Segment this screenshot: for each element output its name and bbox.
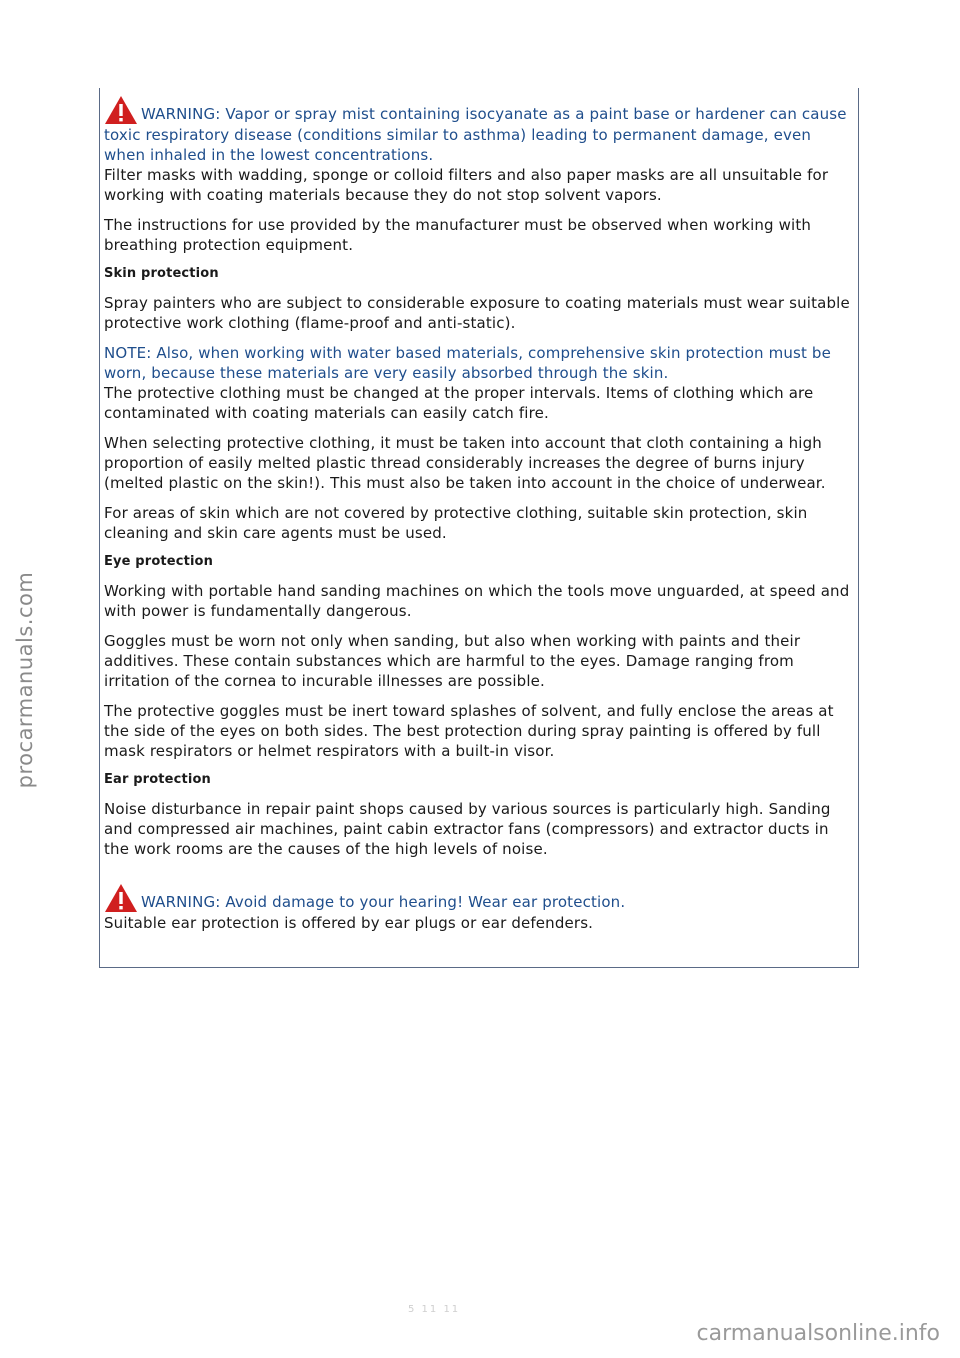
- paragraph-protective-clothing: The protective clothing must be changed at the proper intervals. Items of clothing which are contaminated with coating materials can easily catch fire.: [104, 384, 814, 422]
- paragraph-filter-masks: Filter masks with wadding, sponge or colloid filters and also paper masks are all unsuitable for working with coating materials because they do not stop solvent vapors.: [104, 166, 829, 204]
- warning-text: WARNING: Avoid damage to your hearing! Wear ear protection.: [141, 893, 626, 911]
- heading-eye-protection: Eye protection: [104, 554, 214, 569]
- heading-ear-protection: Ear protection: [104, 772, 211, 787]
- paragraph-sanding-machines: Working with portable hand sanding machines on which the tools move unguarded, at speed and with power is fundamentally dangerous.: [104, 582, 850, 620]
- paragraph-noise: Noise disturbance in repair paint shops caused by various sources is particularly high. Sanding and compressed air machines, paint cabin extractor fans (compressors) and extractor ducts in the work rooms are the causes of the high levels of noise.: [104, 800, 831, 858]
- paragraph-goggles: Goggles must be worn not only when sanding, but also when working with paints and their additives. These contain substances which are harmful to the eyes. Damage ranging from irritation of the cornea to incurable illnesses are possible.: [104, 632, 801, 690]
- warning-triangle-icon: [104, 883, 138, 913]
- document-body: [104, 95, 856, 943]
- note-water-based: NOTE: Also, when working with water based materials, comprehensive skin protection must be worn, because these materials are very easily absorbed through the skin.: [104, 344, 831, 382]
- paragraph-spray-painters: Spray painters who are subject to considerable exposure to coating materials must wear suitable protective work clothing (flame-proof and anti-static).: [104, 294, 850, 332]
- paragraph-ear-plugs: Suitable ear protection is offered by ear plugs or ear defenders.: [104, 914, 594, 932]
- paragraph-selecting-clothing: When selecting protective clothing, it must be taken into account that cloth containing a high proportion of easily melted plastic thread considerably increases the degree of burns injury (melted plastic on the skin!). This must also be taken into account in the choice of underwear.: [104, 434, 826, 492]
- bottom-watermark: carmanualsonline.info: [696, 1321, 940, 1346]
- warning-isocyanate: [104, 95, 856, 165]
- warning-text: WARNING: Vapor or spray mist containing isocyanate as a paint base or hardener can cause toxic respiratory disease (conditions similar to asthma) leading to permanent damage, even when inhaled in the lowest concentrations.: [104, 105, 847, 164]
- warning-hearing: [104, 883, 856, 913]
- paragraph-instructions: The instructions for use provided by the manufacturer must be observed when working with breathing protection equipment.: [104, 216, 812, 254]
- warning-triangle-icon: [104, 95, 138, 125]
- side-watermark-text: procarmanuals.com: [13, 571, 37, 789]
- page-number: 5 11 11: [408, 1304, 461, 1315]
- side-watermark: [5, 560, 45, 800]
- paragraph-skin-areas: For areas of skin which are not covered by protective clothing, suitable skin protection, skin cleaning and skin care agents must be used.: [104, 504, 808, 542]
- heading-skin-protection: Skin protection: [104, 266, 219, 281]
- paragraph-goggles-inert: The protective goggles must be inert toward splashes of solvent, and fully enclose the areas at the side of the eyes on both sides. The best protection during spray painting is offered by full mask respirators or helmet respirators with a built-in visor.: [104, 702, 834, 760]
